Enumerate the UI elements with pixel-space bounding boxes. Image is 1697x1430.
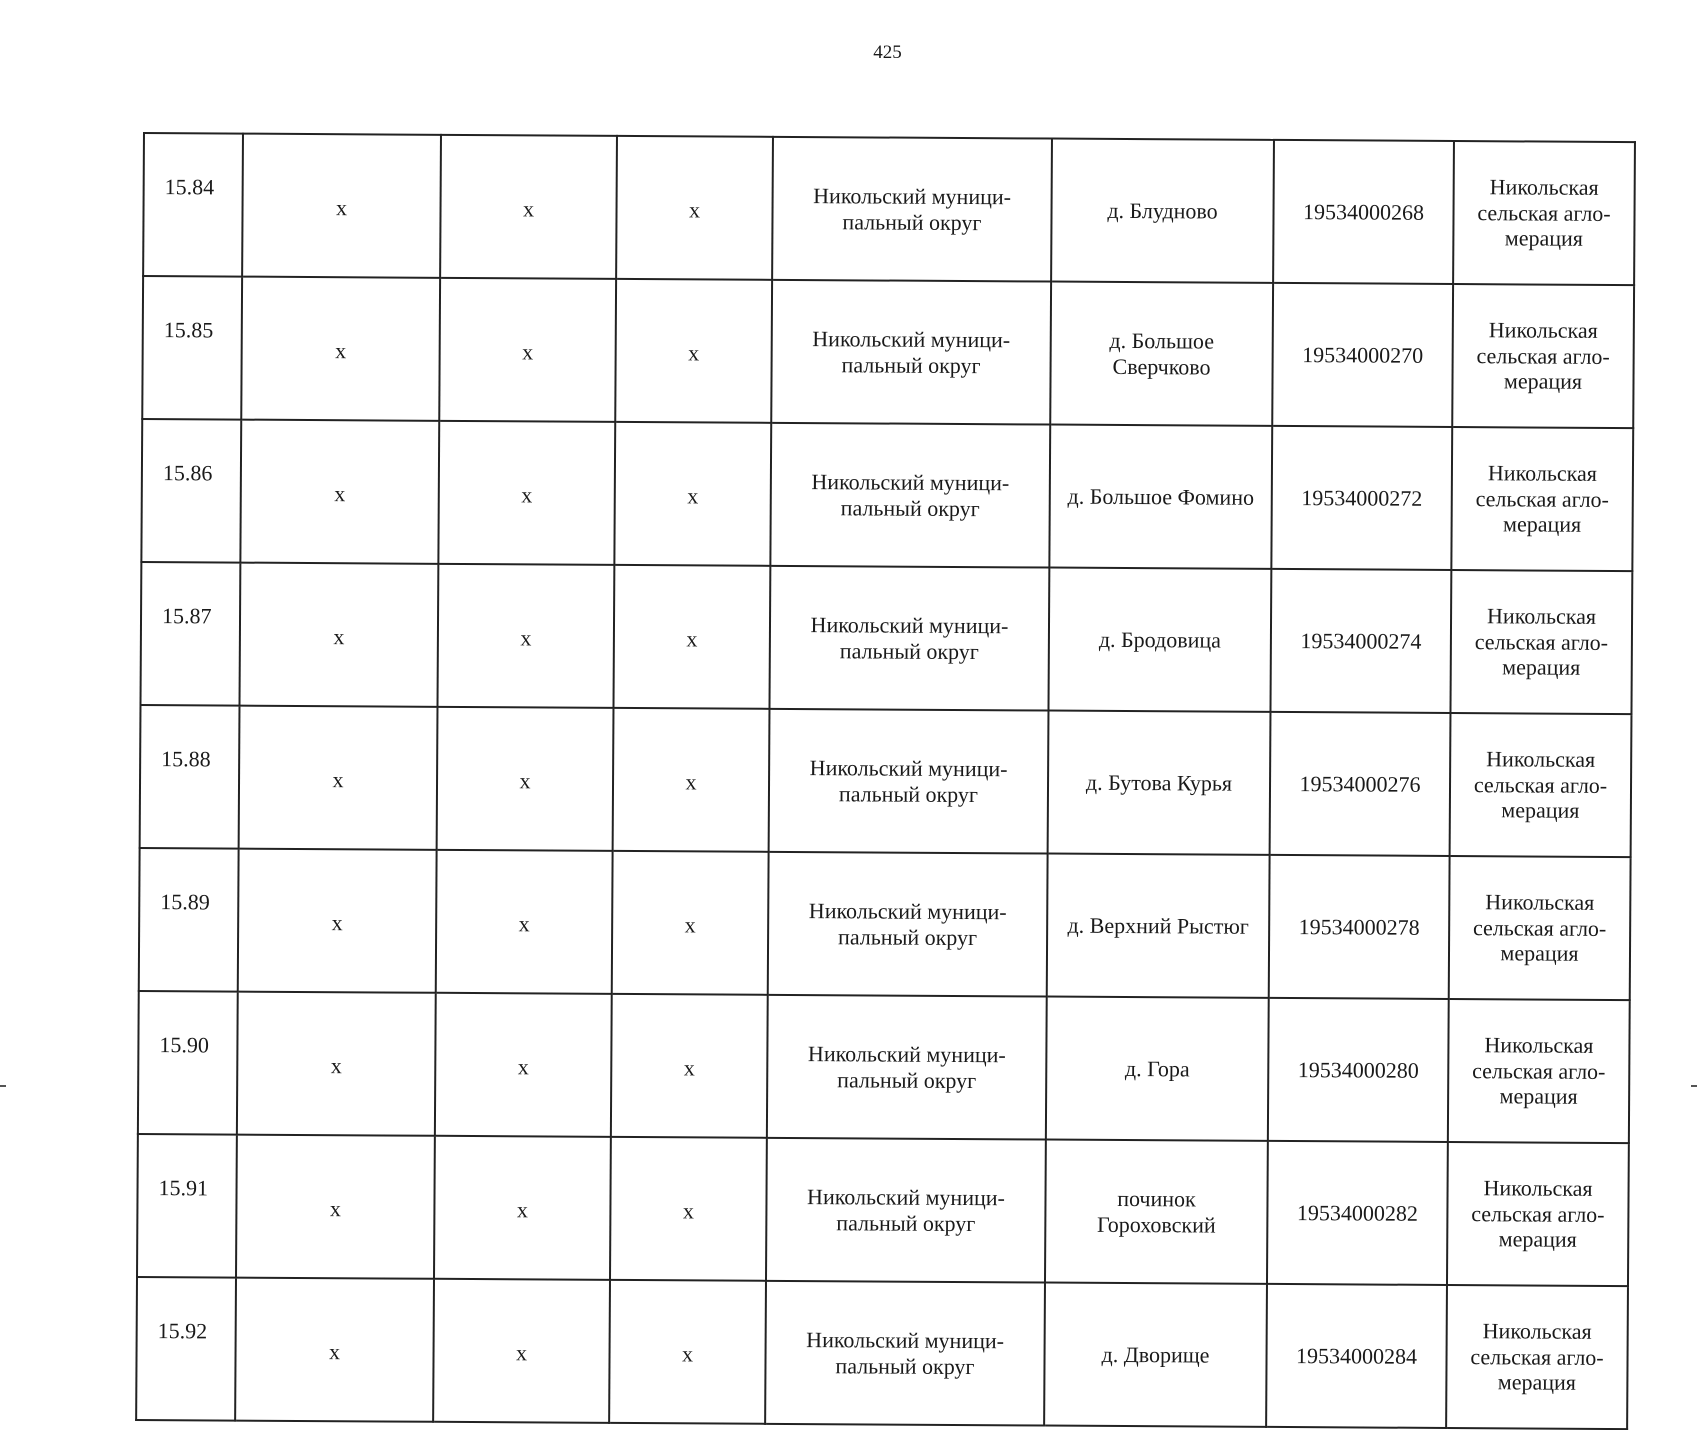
x-mark: x — [516, 1196, 529, 1222]
agglomeration-cell — [1448, 999, 1630, 1143]
code-cell: 19534000268 — [1273, 140, 1454, 284]
district-line: пальный округ — [838, 780, 979, 807]
settlement-line: д. Верхний Рыстюг — [1067, 912, 1249, 939]
x-mark: x — [683, 1054, 695, 1080]
scan-edge-mark-left — [0, 1085, 6, 1087]
x-mark: x — [522, 195, 535, 221]
agglomeration-line: мерация — [1502, 654, 1581, 681]
x-cell — [238, 849, 437, 993]
table-row — [143, 133, 1635, 285]
row-number-cell: 15.87 — [140, 562, 240, 706]
district-line: Никольский муници- — [811, 468, 1010, 495]
x-cell — [616, 136, 773, 280]
x-mark: x — [682, 1197, 694, 1223]
row-number-cell: 15.85 — [142, 276, 242, 420]
agglomeration-cell — [1451, 427, 1633, 571]
agglomeration-line: сельская агло- — [1477, 199, 1611, 226]
settlement-cell — [1048, 711, 1271, 855]
district-line: Никольский муници- — [808, 897, 1007, 924]
settlement-line: д. Бродовица — [1098, 626, 1222, 653]
x-mark: x — [519, 767, 531, 793]
agglomeration-line: мерация — [1503, 368, 1583, 395]
agglomeration-cell — [1453, 141, 1635, 285]
x-cell — [615, 279, 772, 423]
registry-table-container — [135, 132, 1636, 1430]
code-cell: 19534000274 — [1270, 569, 1451, 713]
table-row — [138, 991, 1630, 1143]
row-number-cell: 15.90 — [138, 991, 238, 1135]
x-mark: x — [688, 196, 701, 222]
x-mark: x — [522, 338, 534, 364]
x-cell — [437, 707, 614, 851]
table-body — [136, 133, 1635, 1429]
x-mark: x — [331, 909, 343, 935]
district-line: пальный округ — [836, 1209, 976, 1236]
x-cell — [610, 1137, 767, 1281]
settlement-line: Сверчково — [1112, 353, 1211, 380]
x-mark: x — [521, 481, 533, 507]
x-cell — [613, 565, 770, 709]
code-cell: 19534000270 — [1272, 283, 1453, 427]
table-row — [140, 562, 1632, 714]
district-line: пальный округ — [839, 637, 979, 664]
agglomeration-line: мерация — [1498, 1226, 1577, 1253]
x-mark: x — [517, 1053, 529, 1079]
settlement-line: д. Большое Фомино — [1067, 483, 1255, 510]
agglomeration-line: мерация — [1497, 1369, 1577, 1396]
settlement-line: д. Гора — [1124, 1055, 1190, 1081]
agglomeration-line: Никольская — [1485, 888, 1595, 915]
x-mark: x — [687, 482, 699, 508]
x-mark: x — [688, 339, 700, 365]
agglomeration-cell — [1447, 1142, 1629, 1286]
x-mark: x — [334, 480, 346, 506]
table-row — [136, 1277, 1628, 1429]
x-cell — [239, 563, 438, 707]
x-mark: x — [335, 337, 347, 363]
code-cell: 19534000272 — [1271, 426, 1452, 570]
table-row — [139, 848, 1631, 1000]
district-cell — [767, 995, 1047, 1140]
x-cell — [235, 1278, 434, 1422]
agglomeration-line: сельская агло- — [1473, 771, 1608, 798]
agglomeration-cell — [1450, 713, 1632, 857]
district-line: Никольский муници- — [813, 182, 1012, 209]
table-row — [137, 1134, 1629, 1286]
x-cell — [434, 1136, 611, 1280]
page-number: 425 — [873, 42, 902, 63]
row-number-cell: 15.84 — [143, 133, 243, 277]
settlement-line: Гороховский — [1096, 1211, 1216, 1238]
x-cell — [437, 564, 614, 708]
agglomeration-line: Никольская — [1487, 602, 1597, 629]
district-line: пальный округ — [841, 351, 981, 378]
district-line: пальный округ — [838, 923, 978, 950]
agglomeration-line: Никольская — [1489, 173, 1599, 200]
district-cell — [769, 709, 1049, 854]
row-number-cell: 15.92 — [136, 1277, 236, 1421]
district-cell — [772, 137, 1052, 282]
x-cell — [435, 993, 612, 1137]
code-cell: 19534000276 — [1270, 712, 1451, 856]
x-cell — [612, 851, 769, 995]
code-cell: 19534000284 — [1266, 1284, 1447, 1428]
district-cell — [766, 1138, 1046, 1283]
row-number-cell: 15.88 — [140, 705, 240, 849]
x-cell — [609, 1280, 766, 1424]
settlement-cell — [1050, 282, 1273, 426]
x-mark: x — [515, 1339, 528, 1365]
agglomeration-line: мерация — [1502, 511, 1582, 538]
x-mark: x — [681, 1340, 694, 1366]
agglomeration-line: сельская агло- — [1472, 1057, 1606, 1084]
x-mark: x — [685, 768, 697, 794]
district-line: пальный округ — [842, 208, 982, 235]
x-cell — [240, 420, 439, 564]
district-cell — [765, 1281, 1045, 1426]
agglomeration-line: Никольская — [1482, 1317, 1592, 1344]
district-line: пальный округ — [840, 494, 980, 521]
agglomeration-line: сельская агло- — [1471, 1200, 1605, 1227]
agglomeration-cell — [1449, 856, 1631, 1000]
settlement-cell — [1044, 1283, 1267, 1427]
x-cell — [613, 708, 770, 852]
settlement-line: д. Бутова Курья — [1085, 769, 1233, 796]
x-cell — [433, 1279, 610, 1423]
agglomeration-line: Никольская — [1488, 316, 1598, 343]
agglomeration-line: сельская агло- — [1476, 342, 1610, 369]
settlement-cell — [1049, 425, 1272, 569]
district-cell — [768, 852, 1048, 997]
agglomeration-line: мерация — [1501, 797, 1580, 824]
x-cell — [241, 277, 440, 421]
settlement-line: д. Дворище — [1101, 1341, 1210, 1368]
x-cell — [614, 422, 771, 566]
x-mark: x — [332, 766, 344, 792]
district-line: пальный округ — [835, 1352, 975, 1379]
x-mark: x — [333, 623, 345, 649]
x-mark: x — [328, 1338, 341, 1364]
x-cell — [236, 1135, 435, 1279]
x-mark: x — [518, 910, 530, 936]
x-mark: x — [329, 1195, 342, 1221]
district-cell — [769, 566, 1049, 711]
row-number-cell: 15.86 — [141, 419, 241, 563]
agglomeration-line: сельская агло- — [1470, 1343, 1604, 1370]
x-mark: x — [330, 1052, 342, 1078]
agglomeration-cell — [1450, 570, 1632, 714]
x-cell — [440, 135, 617, 279]
agglomeration-line: Никольская — [1487, 459, 1598, 486]
district-line: Никольский муници- — [807, 1040, 1006, 1067]
x-cell — [438, 421, 615, 565]
agglomeration-line: сельская агло- — [1475, 485, 1610, 512]
agglomeration-cell — [1452, 284, 1634, 428]
settlement-line: д. Блудново — [1107, 197, 1218, 224]
row-number-cell: 15.89 — [139, 848, 239, 992]
table-row — [142, 276, 1634, 428]
settlement-cell — [1048, 568, 1271, 712]
settlements-table — [135, 132, 1636, 1430]
code-cell: 19534000282 — [1267, 1141, 1448, 1285]
scan-edge-mark-right — [1691, 1085, 1697, 1087]
x-mark: x — [335, 194, 348, 220]
district-line: Никольский муници- — [810, 611, 1009, 638]
agglomeration-line: сельская агло- — [1472, 914, 1607, 941]
x-cell — [436, 850, 613, 994]
row-number-cell: 15.91 — [137, 1134, 237, 1278]
x-cell — [242, 134, 441, 278]
x-cell — [239, 706, 438, 850]
x-cell — [439, 278, 616, 422]
district-line: Никольский муници- — [806, 1326, 1005, 1353]
table-row — [140, 705, 1632, 857]
settlement-cell — [1045, 1140, 1268, 1284]
x-cell — [611, 994, 768, 1138]
table-row — [141, 419, 1633, 571]
district-cell — [771, 280, 1051, 425]
x-mark: x — [686, 625, 698, 651]
district-cell — [770, 423, 1050, 568]
district-line: Никольский муници- — [812, 325, 1011, 352]
settlement-cell — [1051, 139, 1274, 283]
agglomeration-line: Никольская — [1484, 1031, 1594, 1058]
agglomeration-line: мерация — [1504, 225, 1584, 252]
agglomeration-line: сельская агло- — [1474, 628, 1609, 655]
settlement-cell — [1046, 997, 1269, 1141]
district-line: Никольский муници- — [809, 754, 1008, 781]
agglomeration-line: мерация — [1499, 1083, 1578, 1110]
settlement-line: починок — [1117, 1185, 1196, 1211]
agglomeration-line: Никольская — [1486, 745, 1596, 772]
agglomeration-line: мерация — [1500, 940, 1579, 967]
code-cell: 19534000278 — [1269, 855, 1450, 999]
x-mark: x — [684, 911, 696, 937]
agglomeration-line: Никольская — [1483, 1174, 1593, 1201]
code-cell: 19534000280 — [1268, 998, 1449, 1142]
x-mark: x — [520, 624, 532, 650]
settlement-line: д. Большое — [1109, 327, 1215, 354]
x-cell — [237, 992, 436, 1136]
agglomeration-cell — [1446, 1285, 1628, 1429]
district-line: Никольский муници- — [807, 1183, 1005, 1210]
district-line: пальный округ — [837, 1066, 977, 1093]
settlement-cell — [1047, 854, 1270, 998]
